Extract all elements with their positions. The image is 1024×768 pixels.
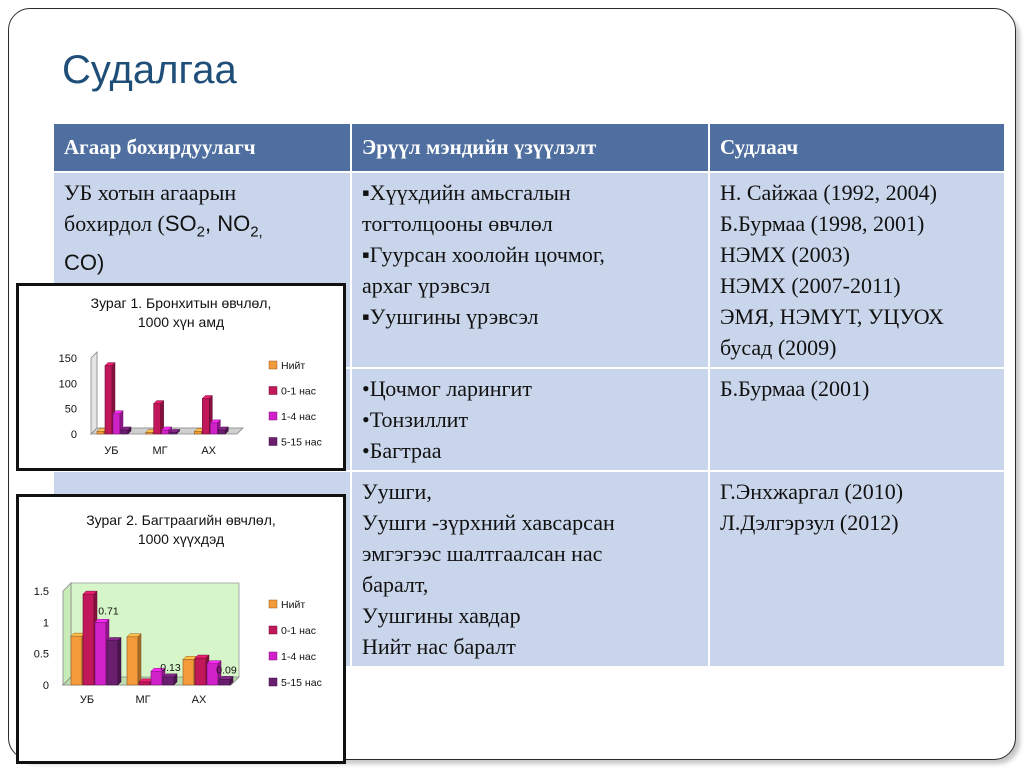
bar-front — [218, 430, 225, 434]
y-tick-label: 50 — [64, 403, 77, 416]
header-researcher: Судлаач — [709, 123, 1005, 172]
cell-health — [351, 368, 709, 471]
cell-researcher — [709, 471, 1005, 667]
bar-front — [219, 679, 230, 685]
researcher-item: ЭМЯ, НЭМҮТ, УЦУОХ — [720, 304, 944, 329]
bar-front — [107, 641, 118, 685]
legend-swatch — [269, 652, 277, 660]
y-tick-label: 1.5 — [33, 586, 49, 598]
researcher-item: Н. Сайжаа (1992, 2004) — [720, 180, 937, 205]
researcher-item: Л.Дэлгэрзул (2012) — [720, 510, 899, 535]
y-tick-label: 150 — [58, 353, 77, 365]
bar-front — [121, 430, 128, 434]
chart-title-line-2: 1000 хүүхдэд — [137, 531, 225, 547]
legend-swatch — [269, 678, 277, 686]
bar-side — [118, 638, 121, 685]
bar — [154, 401, 164, 434]
chart-title-line-2: 1000 хүн амд — [137, 314, 225, 330]
x-tick-label: УБ — [79, 694, 95, 706]
health-item: ▪Гуурсан хоолойн цочмог, — [362, 242, 605, 267]
cell-researcher — [709, 368, 1005, 471]
bar-front — [163, 677, 174, 685]
health-item: тогтолцооны өвчлөл — [362, 211, 553, 236]
researcher-item: Б.Бурмаа (2001) — [720, 376, 870, 401]
legend-swatch — [269, 438, 277, 446]
legend-label: 5-15 нас — [281, 436, 322, 449]
bar — [163, 674, 177, 685]
bar-front — [127, 637, 138, 685]
bar — [127, 634, 141, 685]
bar-front — [139, 682, 150, 685]
cell-health — [351, 172, 709, 368]
header-pollutant: Агаар бохирдуулагч — [53, 123, 351, 172]
x-tick-label: МГ — [135, 694, 151, 706]
y-tick-label: 0.5 — [33, 648, 49, 661]
health-item: Уушги, — [362, 479, 432, 504]
pollutant-line-3: CO) — [64, 250, 105, 276]
health-item: Уушгины хавдар — [362, 603, 521, 628]
legend-label: 1-4 нас — [281, 411, 316, 423]
health-item: •Тонзиллит — [362, 407, 469, 432]
chart-title-line-1: Зураг 2. Багтраагийн өвчлөл, — [86, 512, 276, 528]
data-label: 0.13 — [160, 661, 181, 674]
cell-health — [351, 471, 709, 667]
health-item: архаг үрэвсэл — [362, 273, 491, 298]
legend-swatch — [269, 626, 277, 634]
y-tick-label: 100 — [58, 378, 77, 391]
bar — [107, 638, 121, 685]
bar-front — [154, 404, 161, 434]
bar-front — [105, 366, 112, 434]
bar-front — [202, 399, 209, 434]
x-tick-label: АХ — [191, 694, 207, 706]
y-tick-label: 0 — [42, 680, 49, 692]
researcher-item: НЭМХ (2003) — [720, 242, 851, 267]
x-tick-label: МГ — [152, 445, 168, 457]
pollutant-line-1: УБ хотын агаарын — [64, 180, 237, 205]
slide-title: Судалгаа — [62, 48, 237, 92]
chart-asthma — [16, 494, 346, 764]
y-tick-label: 0 — [70, 429, 77, 441]
pollutant-line-2: бохирдол ($SO_2$, $NO_{2,}$ — [64, 211, 263, 241]
chart-bronchitis — [16, 283, 346, 471]
legend-swatch — [269, 412, 277, 420]
chart-svg — [19, 286, 343, 468]
y-tick-label: 1 — [42, 617, 49, 630]
legend-swatch — [269, 600, 277, 608]
health-item: эмгэгээс шалтгаалсан нас — [362, 541, 603, 566]
health-item: Уушги -зүрхний хавсарсан — [362, 510, 615, 535]
chart-side-wall — [63, 583, 71, 685]
legend-swatch — [269, 361, 277, 369]
bar-front — [95, 622, 106, 685]
bar-front — [195, 658, 206, 685]
researcher-item: Г.Энхжаргал (2010) — [720, 479, 904, 504]
legend-label: 5-15 нас — [281, 677, 322, 689]
health-item: баралт, — [362, 572, 429, 597]
health-item: •Багтраа — [362, 438, 442, 463]
bar-front — [183, 659, 194, 685]
legend-label: Нийт — [281, 360, 306, 372]
table-header-row — [53, 123, 1005, 172]
legend-label: 0-1 нас — [281, 625, 316, 637]
bar-front — [97, 431, 104, 434]
bar-front — [210, 423, 217, 434]
legend-label: 1-4 нас — [281, 651, 316, 663]
bar-front — [162, 430, 169, 434]
legend-swatch — [269, 387, 277, 395]
x-tick-label: АХ — [201, 445, 217, 457]
health-item: ▪Хүүхдийн амьсгалын — [362, 180, 571, 205]
bar-front — [113, 414, 120, 434]
data-label: 0.71 — [98, 605, 119, 618]
cell-researcher — [709, 172, 1005, 368]
researcher-item: Б.Бурмаа (1998, 2001) — [720, 211, 925, 236]
data-label: 0.09 — [216, 664, 237, 677]
chart-title-line-1: Зураг 1. Бронхитын өвчлөл, — [90, 295, 272, 311]
x-tick-label: УБ — [104, 445, 119, 457]
health-item: Нийт нас баралт — [362, 634, 516, 659]
bar-side — [138, 634, 141, 685]
health-item: •Цочмог ларингит — [362, 376, 532, 401]
legend-label: 0-1 нас — [281, 385, 316, 398]
researcher-item: НЭМХ (2007-2011) — [720, 273, 901, 298]
bar-front — [71, 636, 82, 685]
header-health: Эрүүл мэндийн үзүүлэлт — [351, 123, 709, 172]
researcher-item: бусад (2009) — [720, 335, 837, 360]
chart-side-wall — [91, 352, 97, 434]
health-item: ▪Уушгины үрэвсэл — [362, 304, 539, 329]
legend-label: Нийт — [281, 599, 306, 611]
bar-front — [83, 594, 94, 685]
bar — [219, 676, 233, 685]
bar-front — [194, 431, 201, 434]
chart-svg — [19, 497, 343, 761]
